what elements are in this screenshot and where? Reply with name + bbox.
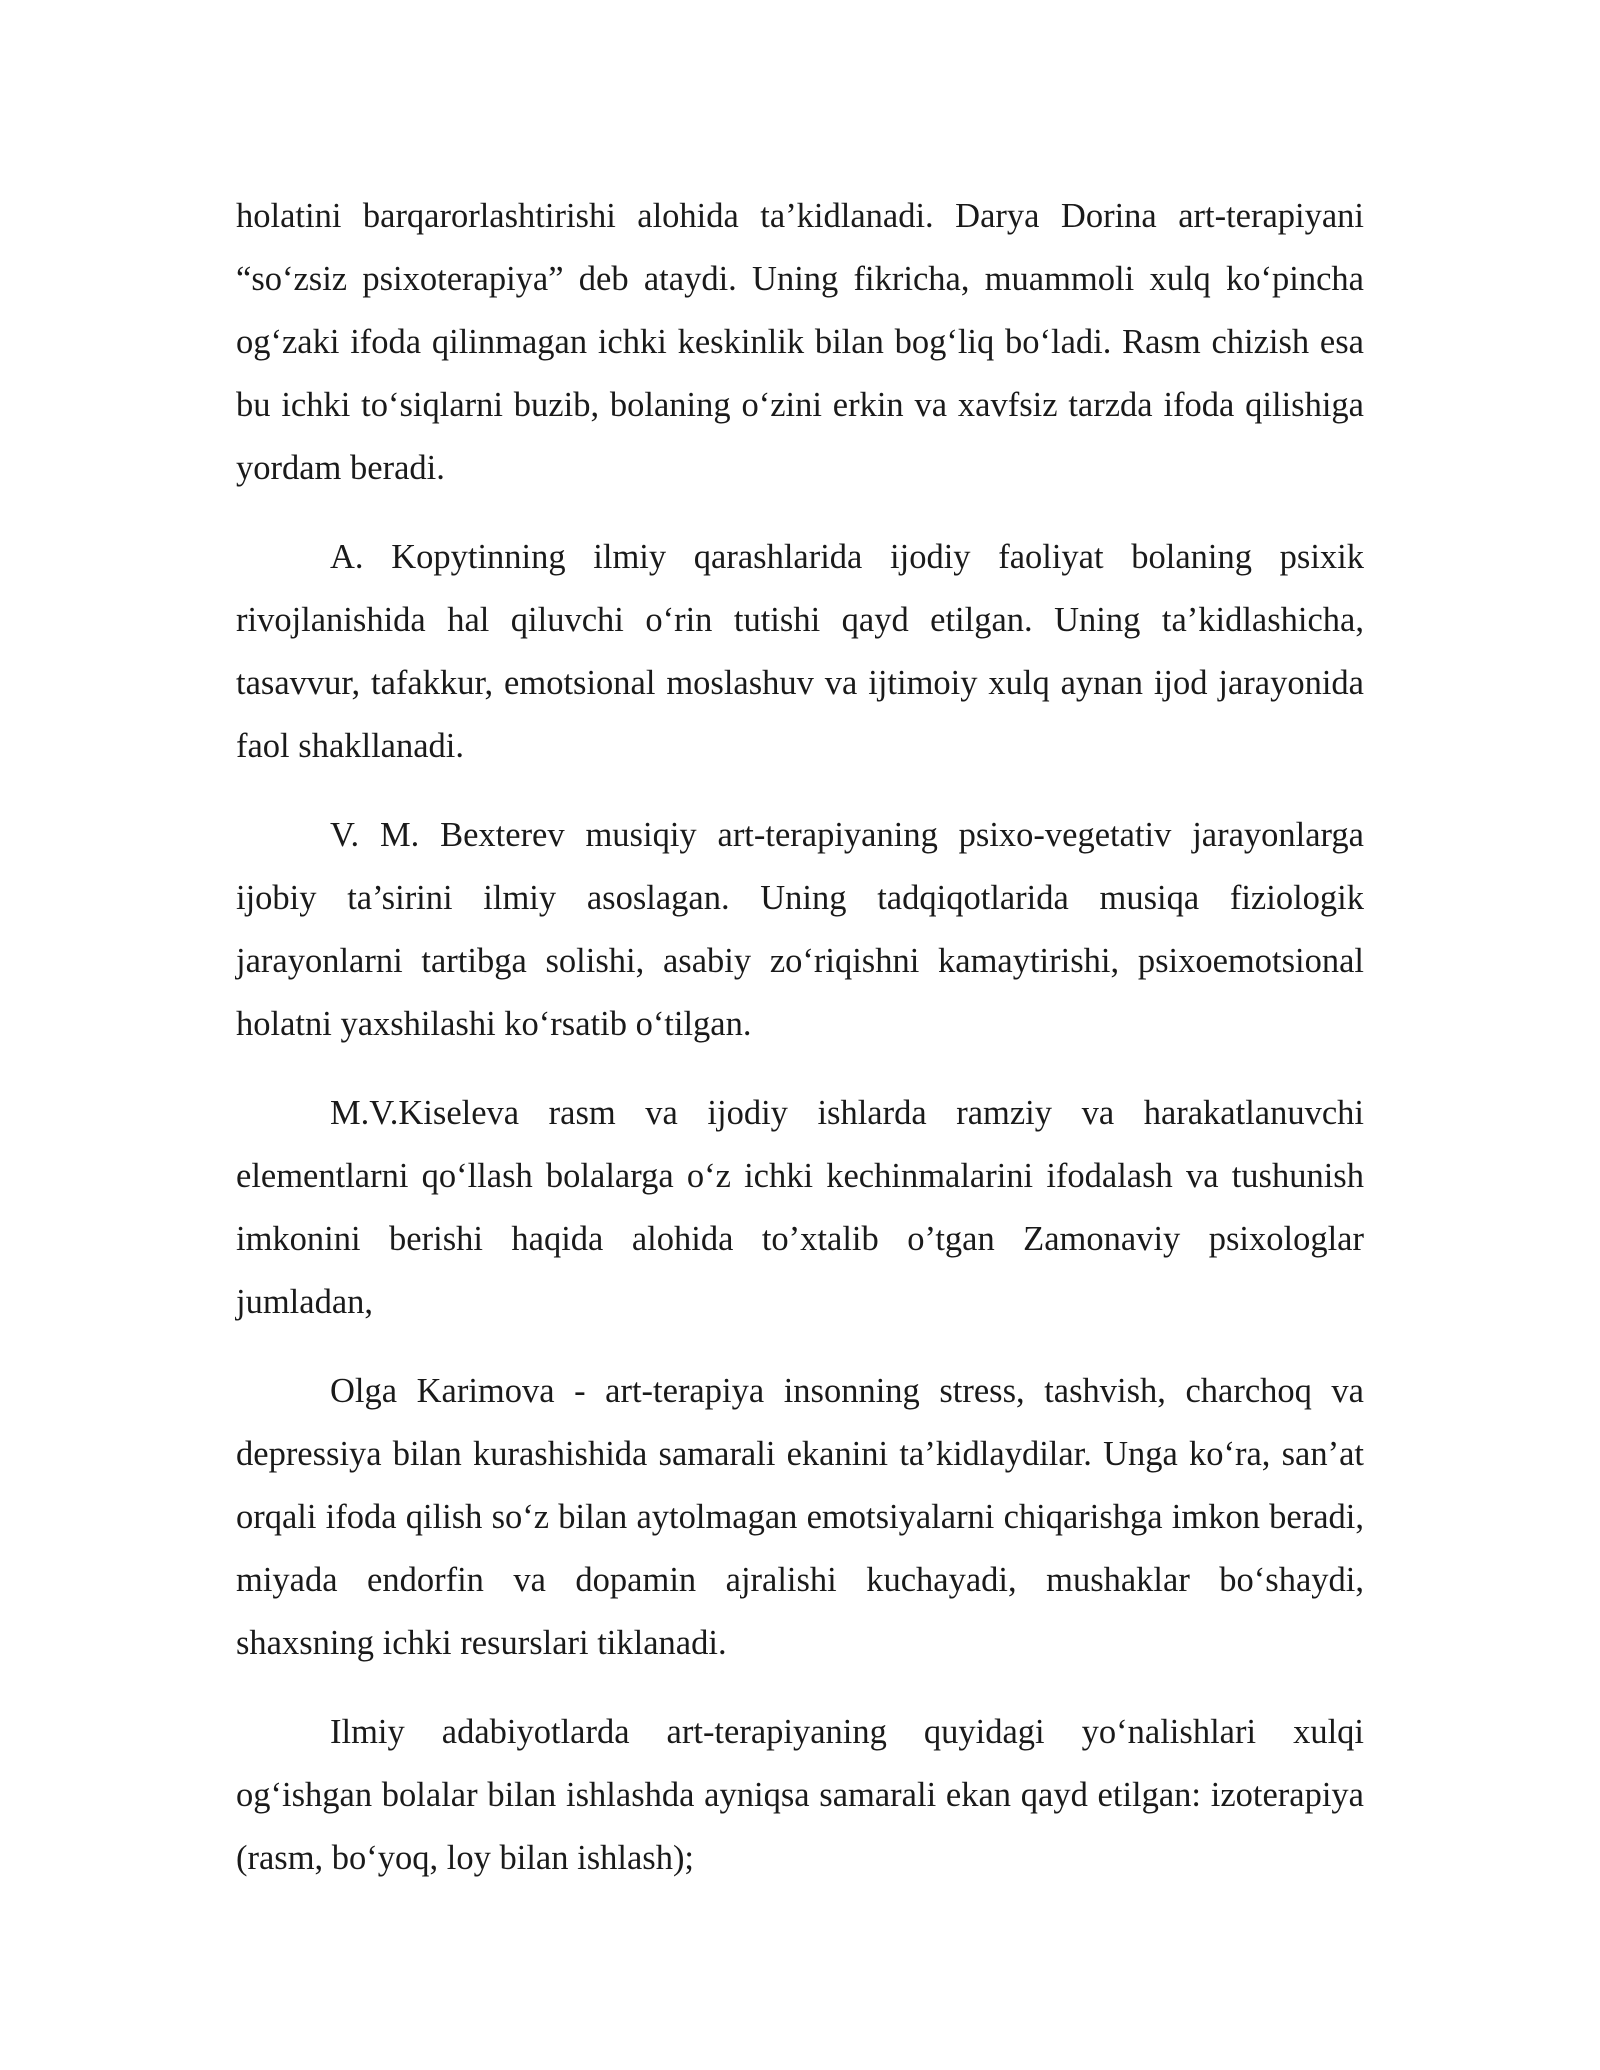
paragraph-kopytin: A. Kopytinning ilmiy qarashlarida ijodiy faoliyat bolaning psixik rivojlanishida hal qiluvchi o‘rin tutishi qayd etilgan. Uning ta’kidlashicha, tasavvur, tafakkur, emotsional moslashuv va ijtimoiy xulq aynan ijod jarayonida faol shakllanadi. [236,538,1364,765]
paragraph-art-therapy-directions: Ilmiy adabiyotlarda art-terapiyaning quyidagi yo‘nalishlari xulqi og‘ishgan bolalar bilan ishlashda ayniqsa samarali ekan qayd etilgan: izoterapiya (rasm, bo‘yoq, loy bilan ishlash); [236,1713,1364,1877]
paragraph-continuation: holatini barqarorlashtirishi alohida ta’kidlanadi. Darya Dorina art-terapiyani “so‘zsiz psixoterapiya” deb ataydi. Uning fikricha, muammoli xulq ko‘pincha og‘zaki ifoda qilinmagan ichki keskinlik bilan bog‘liq bo‘ladi. Rasm chizish esa bu ichki to‘siqlarni buzib, bolaning o‘zini erkin va xavfsiz tarzda ifoda qilishiga yordam beradi. [236,197,1364,487]
document-body [236,185,1364,1916]
paragraph-kiseleva: M.V.Kiseleva rasm va ijodiy ishlarda ramziy va harakatlanuvchi elementlarni qo‘llash bolalarga o‘z ichki kechinmalarini ifodalash va tushunish imkonini berishi haqida alohida to’xtalib o’tgan Zamonaviy psixologlar jumladan, [236,1094,1364,1321]
paragraph-karimova: Olga Karimova - art-terapiya insonning stress, tashvish, charchoq va depressiya bilan kurashishida samarali ekanini ta’kidlaydilar. Unga ko‘ra, san’at orqali ifoda qilish so‘z bilan aytolmagan emotsiyalarni chiqarishga imkon beradi, miyada endorfin va dopamin ajralishi kuchayadi, mushaklar bo‘shaydi, shaxsning ichki resurslari tiklanadi. [236,1372,1364,1662]
paragraph-bexterev: V. M. Bexterev musiqiy art-terapiyaning psixo-vegetativ jarayonlarga ijobiy ta’sirini ilmiy asoslagan. Uning tadqiqotlarida musiqa fiziologik jarayonlarni tartibga solishi, asabiy zo‘riqishni kamaytirishi, psixoemotsional holatni yaxshilashi ko‘rsatib o‘tilgan. [236,816,1364,1043]
